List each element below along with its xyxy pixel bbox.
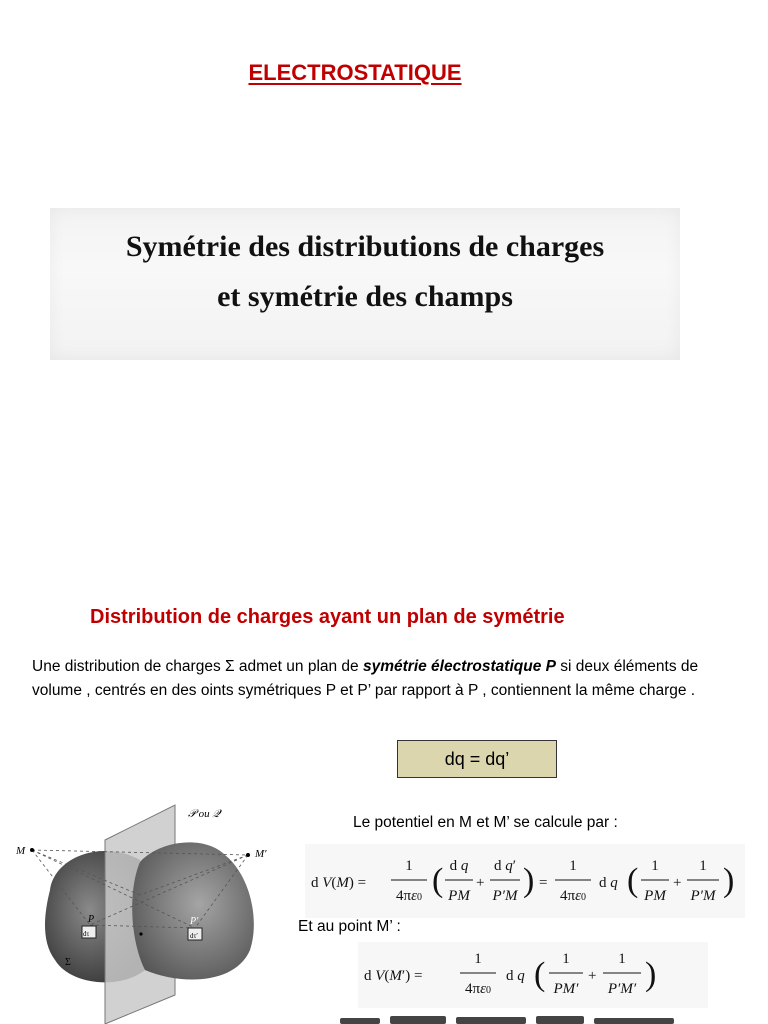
scanned-title-line-1: Symétrie des distributions de charges (125, 230, 605, 263)
svg-text:1: 1 (651, 858, 659, 874)
svg-text:P′M: P′M (492, 888, 518, 904)
point-M-prime-text: Et au point M’ : (298, 918, 401, 935)
svg-text:d V(M) =: d V(M) = (311, 875, 367, 891)
svg-text:(: ( (534, 956, 546, 993)
svg-text:d q: d q (599, 875, 618, 891)
potential-formula-M (305, 844, 745, 918)
charge-equality-box: dq = dq’ (397, 740, 557, 778)
definition-paragraph (32, 655, 732, 702)
svg-text:PM: PM (644, 888, 666, 904)
right-charge-lobe (132, 842, 254, 979)
svg-text:4πε0: 4πε0 (560, 888, 586, 904)
svg-text:PM′: PM′ (553, 981, 579, 997)
svg-text:4πε0: 4πε0 (396, 888, 422, 904)
svg-text:): ) (645, 956, 657, 993)
plane-label: 𝒫 ou 𝒬 (188, 808, 221, 820)
label-M: M (16, 845, 26, 857)
svg-text:1: 1 (562, 951, 570, 967)
label-sigma: Σ (65, 957, 71, 968)
label-dtau: dτ (83, 930, 90, 938)
potential-intro-text: Le potentiel en M et M’ se calcule par : (353, 814, 618, 831)
label-P: P (88, 914, 95, 925)
plane-point (139, 932, 142, 935)
svg-text:+: + (673, 875, 682, 891)
paragraph-text-2: si deux éléments de volume , centrés en des oints symétriques P et P’ par rapport à P , contiennent la même charge . (32, 658, 699, 699)
svg-text:P′M′: P′M′ (607, 981, 637, 997)
svg-text:d q: d q (506, 968, 525, 984)
svg-text:(: ( (627, 862, 639, 899)
svg-text:1: 1 (405, 858, 413, 874)
point-M (30, 848, 34, 852)
svg-text:4πε0: 4πε0 (465, 981, 491, 997)
document-title: ELECTROSTATIQUE (248, 60, 462, 85)
potential-formula-M-prime (358, 942, 708, 1008)
svg-text:=: = (539, 875, 548, 891)
clipped-text-fragment (330, 1012, 730, 1024)
svg-text:P′M: P′M (690, 888, 716, 904)
svg-text:): ) (723, 862, 735, 899)
svg-text:d q: d q (449, 858, 469, 874)
label-dtau-prime: dτ′ (190, 932, 198, 940)
svg-text:1: 1 (699, 858, 707, 874)
section-heading: Distribution de charges ayant un plan de symétrie (90, 606, 565, 628)
svg-text:+: + (476, 875, 485, 891)
svg-text:1: 1 (618, 951, 626, 967)
svg-text:): ) (523, 862, 535, 899)
point-M-prime (246, 853, 250, 857)
svg-text:1: 1 (569, 858, 577, 874)
svg-text:PM: PM (448, 888, 470, 904)
svg-text:+: + (588, 968, 597, 984)
paragraph-text-1: Une distribution de charges Σ admet un plan de (32, 658, 363, 675)
svg-text:1: 1 (474, 951, 482, 967)
svg-text:d V(M′) =: d V(M′) = (364, 968, 423, 984)
scanned-title-line-2: et symétrie des champs (217, 280, 513, 313)
svg-text:d q′: d q′ (493, 858, 517, 874)
symmetry-figure (10, 800, 290, 1024)
svg-text:(: ( (432, 862, 444, 899)
paragraph-emphasis: symétrie électrostatique P (362, 658, 556, 675)
label-M-prime: M′ (255, 848, 267, 860)
label-P-prime: P′ (190, 916, 199, 927)
scanned-title-image (50, 208, 680, 360)
